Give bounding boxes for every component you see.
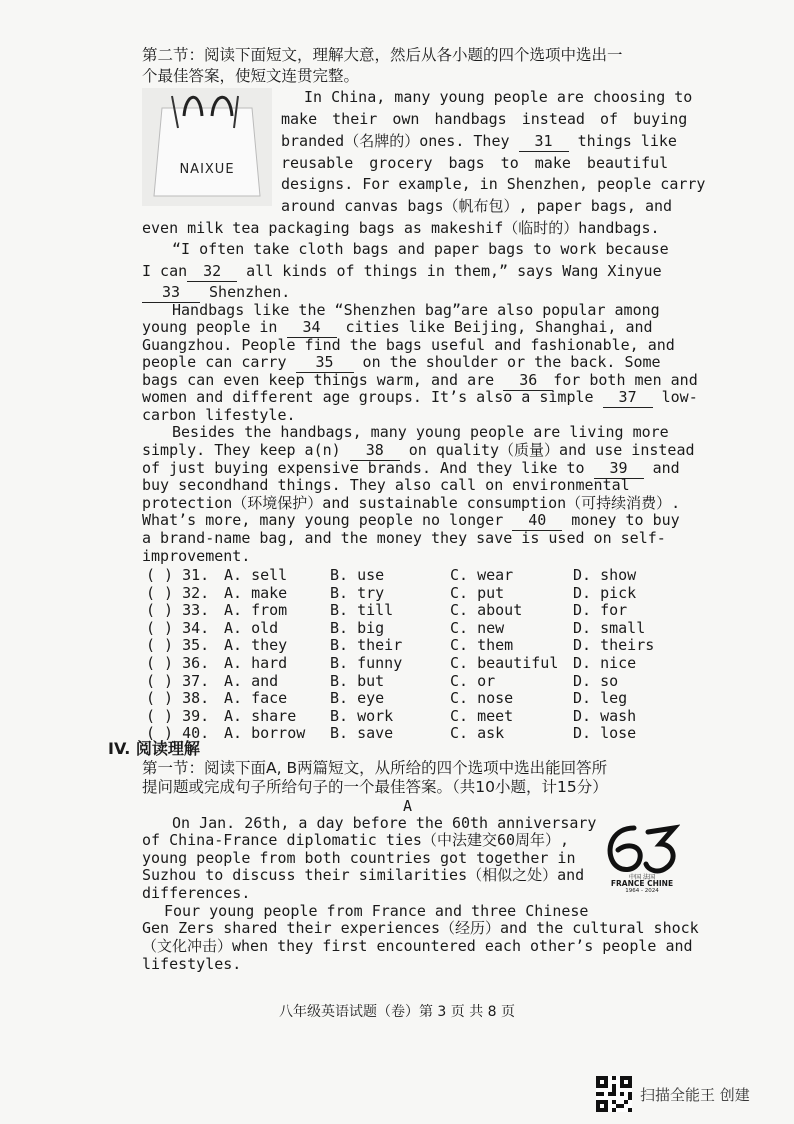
passage-line: even milk tea packaging bags as makeshif（临时的）handbags. [142,219,660,237]
passage-a-line: differences. [142,884,251,902]
option-b: B. save [330,724,394,743]
blank-35: 35 [296,354,354,373]
passage-line: young people in 34 cities like Beijing, Shanghai, and [142,318,653,336]
section4-intro-line1: 第一节：阅读下面A, B两篇短文，从所给的四个选项中选出能回答所 [142,759,608,777]
passage-line: protection（环境保护）and sustainable consumption（可持续消费）. [142,494,681,512]
passage-line: I can 32 all kinds of things in them,” says Wang Xinyue [142,262,662,280]
section2-intro-line2: 个最佳答案，使短文连贯完整。 [142,67,360,85]
option-c: C. new [450,618,505,637]
anniversary-60-logo [604,822,680,898]
passage-a-line: （文化冲击）when they first encountered each other’s people and [142,937,693,955]
option-a: A. from [224,601,288,620]
passage-line: “I often take cloth bags and paper bags to work because [172,240,669,258]
logo-cn-text: 中国 法国 [629,874,655,881]
passage-a-line: Four young people from France and three Chinese [164,902,589,920]
option-b: B. funny [330,654,403,672]
blank-33: 33 [142,284,200,303]
option-c: C. meet [450,706,514,725]
passage-line: Handbags like the “Shenzhen bag”are also popular among [172,301,660,319]
blank-31: 31 [519,133,569,152]
passage-line: What’s more, many young people no longer 40 money to buy [142,511,680,529]
passage-line: around canvas bags（帆布包）, paper bags, and [281,197,673,215]
passage-a-line: lifestyles. [142,955,242,973]
option-d: D. wash [573,706,637,725]
logo-years-text: 1964 - 2024 [625,888,659,894]
option-c: C. or [450,671,496,690]
question-number: ( ) 38. [146,689,210,708]
option-b: B. big [330,618,385,637]
passage-line: simply. They keep a(n) 38 on quality（质量）and use instead [142,441,695,459]
option-c: C. nose [450,689,514,708]
option-c: C. them [450,636,514,655]
passage-line: people can carry 35 on the shoulder or the back. Some [142,353,661,371]
blank-36: 36 [503,372,553,391]
passage-line: bags can even keep things warm, and are 36 for both men and [142,371,698,389]
passage-line: improvement. [142,547,251,565]
blank-38: 38 [350,442,400,461]
passage-a-line: of China-France diplomatic ties（中法建交60周年）, [142,831,570,849]
passage-a-line: Suzhou to discuss their similarities（相似之处）and [142,866,585,884]
bag-photo [142,88,272,206]
option-c: C. ask [450,724,505,743]
option-a: A. share [224,706,297,725]
option-a: A. borrow [224,724,306,743]
option-a: A. make [224,583,288,602]
option-d: D. nice [573,654,637,672]
passage-line: of just buying expensive brands. And they like to 39 and [142,459,680,477]
passage-line: a brand-name bag, and the money they save is used on self- [142,529,666,547]
option-d: D. for [573,601,628,620]
option-b: B. but [330,671,385,690]
question-number: ( ) 35. [146,636,210,655]
option-d: D. so [573,671,619,690]
passage-a-line: Gen Zers shared their experiences（经历）and the cultural shock [142,919,699,937]
option-c: C. beautiful [450,654,559,672]
option-b: B. try [330,583,385,602]
question-number: ( ) 36. [146,654,210,672]
option-d: D. theirs [573,636,655,655]
passage-line: branded（名牌的）ones. They 31 things like [281,132,677,150]
option-b: B. work [330,706,394,725]
option-c: C. about [450,601,523,620]
option-d: D. lose [573,724,637,743]
passage-line: designs. For example, in Shenzhen, people carry [281,175,706,193]
question-number: ( ) 33. [146,601,210,620]
option-b: B. use [330,566,385,584]
option-a: A. they [224,636,288,655]
blank-34: 34 [287,319,337,338]
passage-line: women and different age groups. It’s also a simple 37 low- [142,388,698,406]
blank-37: 37 [603,389,653,408]
passage-a-line: young people from both countries got together in [142,849,576,867]
blank-40: 40 [512,512,562,531]
page-footer: 八年级英语试题（卷）第 3 页 共 8 页 [278,1004,516,1020]
bag-logo-text: NAIXUE [179,162,235,177]
option-c: C. wear [450,566,514,584]
question-number: ( ) 39. [146,706,210,725]
passage-line: Besides the handbags, many young people are living more [172,423,669,441]
question-number: ( ) 31. [146,566,210,584]
passage-line: make their own handbags instead of buying [281,110,688,128]
option-d: D. show [573,566,637,584]
passage-a-label: A [403,797,413,815]
option-b: B. till [330,601,394,620]
option-b: B. their [330,636,403,655]
option-a: A. old [224,618,279,637]
option-a: A. face [224,689,288,708]
passage-a-line: On Jan. 26th, a day before the 60th anniversary [172,814,597,832]
option-d: D. pick [573,583,637,602]
option-a: A. hard [224,654,288,672]
question-number: ( ) 40. [146,724,210,743]
question-number: ( ) 32. [146,583,210,602]
option-a: A. and [224,671,279,690]
qr-code-icon [596,1076,632,1112]
scanner-watermark: 扫描全能王 创建 [640,1086,750,1104]
option-b: B. eye [330,689,385,708]
passage-line: Guangzhou. People find the bags useful and fashionable, and [142,336,675,354]
option-a: A. sell [224,566,288,584]
section4-intro-line2: 提问题或完成句子所给句子的一个最佳答案。（共10小题，计15分） [142,778,608,796]
section2-intro-line1: 第二节：阅读下面短文，理解大意，然后从各小题的四个选项中选出一 [142,46,623,64]
question-number: ( ) 34. [146,618,210,637]
blank-32: 32 [187,263,237,282]
passage-line: buy secondhand things. They also call on environmental [142,476,630,494]
option-d: D. leg [573,689,628,708]
blank-39: 39 [594,460,644,479]
section4-heading: IV. 阅读理解 [108,739,200,758]
question-number: ( ) 37. [146,671,210,690]
option-d: D. small [573,618,646,637]
passage-line: 33 Shenzhen. [142,284,290,303]
passage-line: In China, many young people are choosing to [304,88,693,106]
passage-line: reusable grocery bags to make beautiful [281,154,669,172]
passage-line: carbon lifestyle. [142,406,296,424]
option-c: C. put [450,583,505,602]
logo-fr-text: FRANCE CHINE [610,879,674,888]
